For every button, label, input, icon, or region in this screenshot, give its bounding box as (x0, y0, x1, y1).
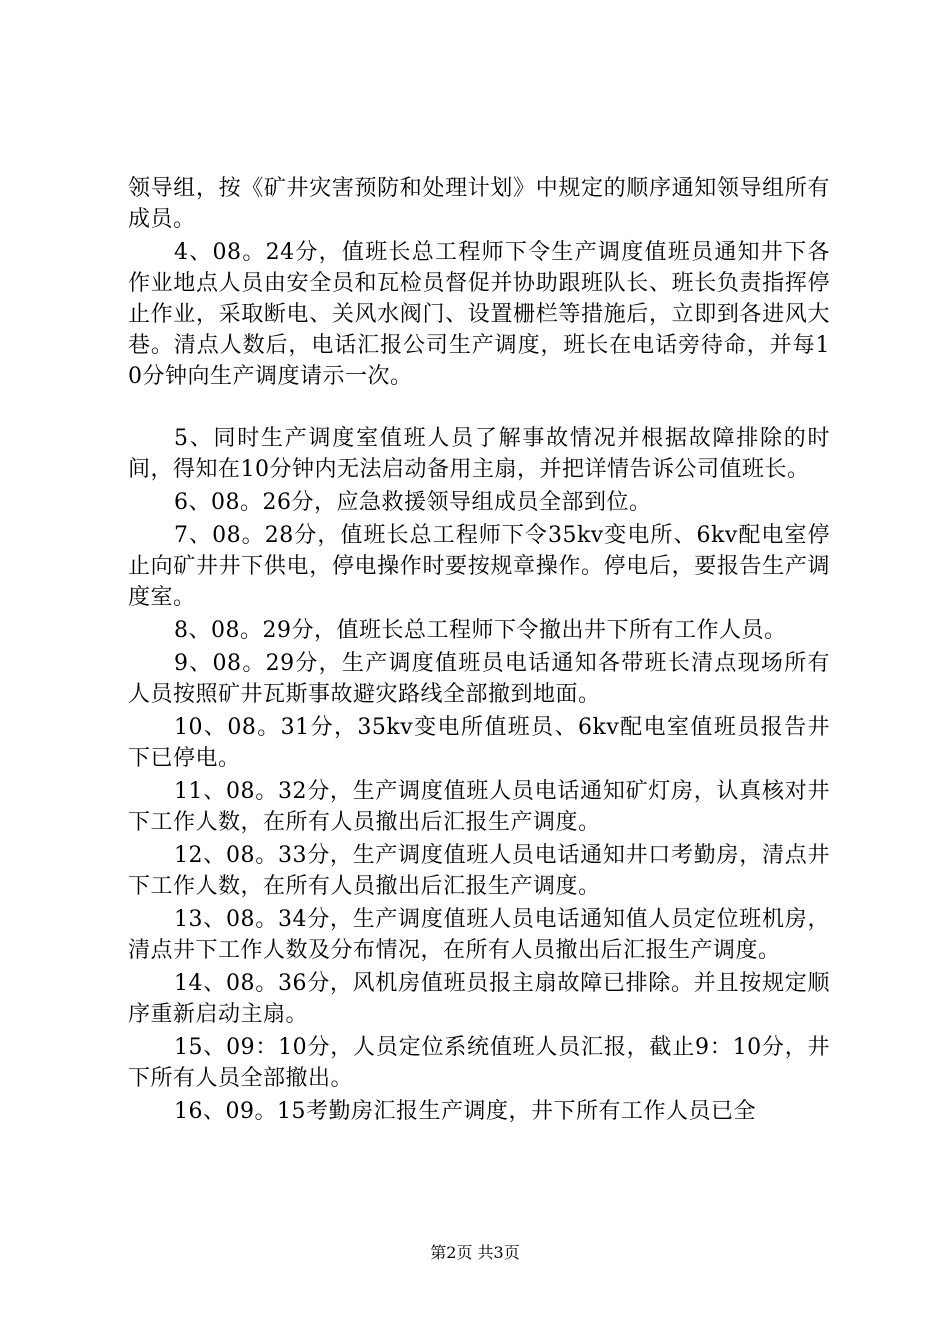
paragraph-1: 领导组，按《矿井灾害预防和处理计划》中规定的顺序通知领导组所有成员。 (128, 176, 830, 232)
page-number-footer: 第2页 共3页 (430, 1243, 520, 1262)
paragraph-step-13: 13、08。34分，生产调度值班人员电话通知值人员定位班机房，清点井下工作人数及分布情况，在所有人员撤出后汇报生产调度。 (128, 907, 830, 963)
paragraph-step-8: 8、08。29分，值班长总工程师下令撤出井下所有工作人员。 (174, 618, 787, 643)
paragraph-step-15: 15、09：10分，人员定位系统值班人员汇报，截止9：10分，井下所有人员全部撤出。 (128, 1035, 830, 1091)
paragraph-step-7: 7、08。28分，值班长总工程师下令35kv变电所、6kv配电室停止向矿井井下供电，停电操作时要按规章操作。停电后，要报告生产调度室。 (128, 523, 830, 610)
paragraph-step-12: 12、08。33分，生产调度值班人员电话通知井口考勤房，清点井下工作人数，在所有人员撤出后汇报生产调度。 (128, 843, 830, 899)
paragraph-step-4: 4、08。24分，值班长总工程师下令生产调度值班员通知井下各作业地点人员由安全员和瓦检员督促并协助跟班队长、班长负责指挥停止作业，采取断电、关风水阀门、设置栅栏等措施后，立即到各进风大巷。清点人数后，电话汇报公司生产调度，班长在电话旁待命，并每10分钟向生产调度请示一次。 (128, 240, 830, 389)
document-body (128, 173, 830, 1127)
paragraph-step-11: 11、08。32分，生产调度值班人员电话通知矿灯房，认真核对井下工作人数，在所有人员撤出后汇报生产调度。 (128, 779, 830, 835)
paragraph-step-5: 5、同时生产调度室值班人员了解事故情况并根据故障排除的时间，得知在10分钟内无法启动备用主扇，并把详情告诉公司值班长。 (128, 426, 830, 482)
paragraph-step-10: 10、08。31分，35kv变电所值班员、6kv配电室值班员报告井下已停电。 (128, 715, 830, 771)
paragraph-step-14: 14、08。36分，风机房值班员报主扇故障已排除。并且按规定顺序重新启动主扇。 (128, 971, 830, 1027)
paragraph-step-16: 16、09。15考勤房汇报生产调度，井下所有工作人员已全 (174, 1099, 756, 1124)
paragraph-step-9: 9、08。29分，生产调度值班员电话通知各带班长清点现场所有人员按照矿井瓦斯事故避灾路线全部撤到地面。 (128, 651, 830, 707)
paragraph-step-6: 6、08。26分，应急救援领导组成员全部到位。 (174, 490, 652, 515)
